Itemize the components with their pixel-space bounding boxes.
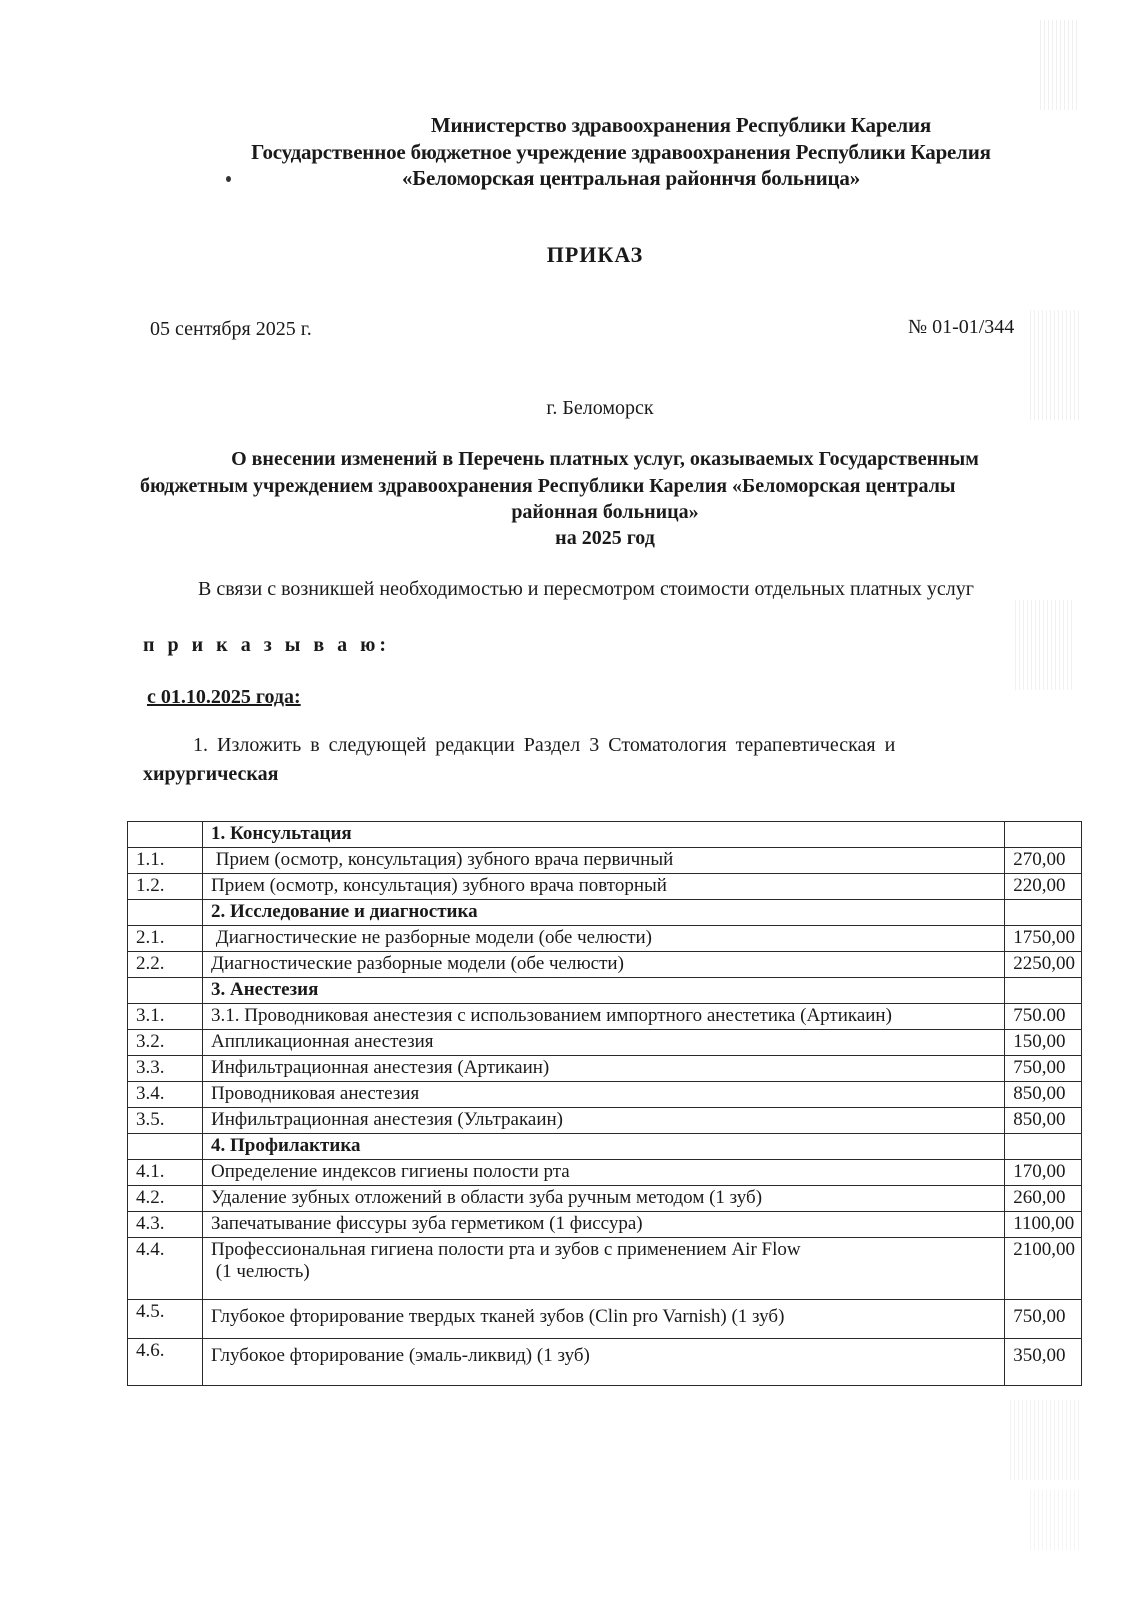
table-row [128,874,1082,900]
service-name [203,1238,1005,1300]
scan-artifact [1040,20,1080,110]
service-name: Определение индексов гигиены полости рта [203,1160,1005,1186]
reason-text: В связи с возникшей необходимостью и пересмотром стоимости отдельных платных услуг [198,578,974,600]
table-row [128,1030,1082,1056]
service-name: Диагностические разборные модели (обе челюсти) [203,952,1005,978]
service-price: 2250,00 [1005,952,1082,978]
service-price: 750,00 [1005,1056,1082,1082]
service-price: 750.00 [1005,1004,1082,1030]
section-row [128,822,1082,848]
section-row [128,1134,1082,1160]
scan-artifact [1015,600,1075,690]
table-row [128,848,1082,874]
row-number: 3.2. [128,1030,203,1056]
scan-dot [226,176,231,182]
order-number: № 01-01/344 [908,316,1015,338]
table-row [128,1339,1082,1386]
row-number: 3.1. [128,1004,203,1030]
row-number: 2.2. [128,952,203,978]
service-price [1005,822,1082,848]
service-price [1005,978,1082,1004]
service-price: 850,00 [1005,1108,1082,1134]
table-row [128,1082,1082,1108]
service-price [1005,900,1082,926]
service-price: 260,00 [1005,1186,1082,1212]
table-row [128,1212,1082,1238]
service-price: 2100,00 [1005,1238,1082,1300]
table-row [128,1160,1082,1186]
section-row [128,978,1082,1004]
command-text: п р и к а з ы в а ю: [143,634,391,656]
service-price: 1750,00 [1005,926,1082,952]
row-number [128,978,203,1004]
service-price: 1100,00 [1005,1212,1082,1238]
service-price: 170,00 [1005,1160,1082,1186]
service-name: Инфильтрационная анестезия (Артикаин) [203,1056,1005,1082]
row-number: 2.1. [128,926,203,952]
service-name: Проводниковая анестезия [203,1082,1005,1108]
service-price: 270,00 [1005,848,1082,874]
service-price: 850,00 [1005,1082,1082,1108]
order-title: ПРИКАЗ [546,242,644,267]
section-row [128,900,1082,926]
service-name-line2: (1 челюсть) [211,1261,310,1282]
price-table-body [128,822,1082,1386]
row-number: 4.2. [128,1186,203,1212]
service-name: Глубокое фторирование (эмаль-ликвид) (1 зуб) [203,1339,1005,1386]
scan-artifact [1030,1490,1080,1550]
table-row [128,1108,1082,1134]
table-row [128,1300,1082,1339]
service-name-line1: Профессиональная гигиена полости рта и зубов с применением Air Flow [211,1239,801,1260]
service-name: Глубокое фторирование твердых тканей зубов (Clin pro Varnish) (1 зуб) [203,1300,1005,1339]
hospital-name: «Беломорская центральная районнчя больница» [401,166,861,190]
section-title: 2. Исследование и диагностика [203,900,1005,926]
row-number [128,1134,203,1160]
table-row [128,1004,1082,1030]
item1-text-line2: хирургическая [143,763,279,785]
scan-artifact [1030,310,1080,420]
service-price: 350,00 [1005,1339,1082,1386]
service-name: Запечатывание фиссуры зуба герметиком (1 фиссура) [203,1212,1005,1238]
item1-text: 1. Изложить в следующей редакции Раздел 3 Стоматология терапевтическая и [193,734,896,756]
service-price: 150,00 [1005,1030,1082,1056]
row-number: 4.5. [128,1300,203,1339]
subject-line-2: бюджетным учреждением здравоохранения Республики Карелия «Беломорская централы [140,475,956,497]
ministry-name: Министерство здравоохранения Республики Карелия [430,113,932,137]
subject-line-3: районная больница» [511,501,699,523]
service-name: Удаление зубных отложений в области зуба ручным методом (1 зуб) [203,1186,1005,1212]
row-number [128,900,203,926]
item1-text-line1 [193,731,1093,760]
scan-artifact [1010,1400,1080,1480]
institution-name: Государственное бюджетное учреждение здравоохранения Республики Карелия [251,140,991,164]
row-number: 4.6. [128,1339,203,1386]
row-number: 3.3. [128,1056,203,1082]
row-number: 3.4. [128,1082,203,1108]
service-name: Аппликационная анестезия [203,1030,1005,1056]
row-number: 4.4. [128,1238,203,1300]
table-row [128,1238,1082,1300]
effective-date: с 01.10.2025 года: [147,686,301,708]
subject-line-1: О внесении изменений в Перечень платных услуг, оказываемых Государственным [231,448,979,470]
service-name: Прием (осмотр, консультация) зубного врача повторный [203,874,1005,900]
order-date: 05 сентября 2025 г. [150,318,312,340]
table-row [128,952,1082,978]
row-number: 1.1. [128,848,203,874]
service-price: 750,00 [1005,1300,1082,1339]
service-name: 3.1. Проводниковая анестезия с использованием импортного анестетика (Артикаин) [203,1004,1005,1030]
order-city: г. Беломорск [546,397,654,419]
service-price: 220,00 [1005,874,1082,900]
section-title: 4. Профилактика [203,1134,1005,1160]
row-number: 4.1. [128,1160,203,1186]
service-name: Диагностические не разборные модели (обе челюсти) [203,926,1005,952]
table-row [128,1056,1082,1082]
row-number: 4.3. [128,1212,203,1238]
table-row [128,926,1082,952]
table-row [128,1186,1082,1212]
service-name: Инфильтрационная анестезия (Ультракаин) [203,1108,1005,1134]
section-title: 1. Консультация [203,822,1005,848]
section-title: 3. Анестезия [203,978,1005,1004]
row-number: 1.2. [128,874,203,900]
service-price [1005,1134,1082,1160]
service-name: Прием (осмотр, консультация) зубного врача первичный [203,848,1005,874]
subject-line-4: на 2025 год [555,527,655,549]
row-number: 3.5. [128,1108,203,1134]
row-number [128,822,203,848]
price-table [127,821,1082,1386]
